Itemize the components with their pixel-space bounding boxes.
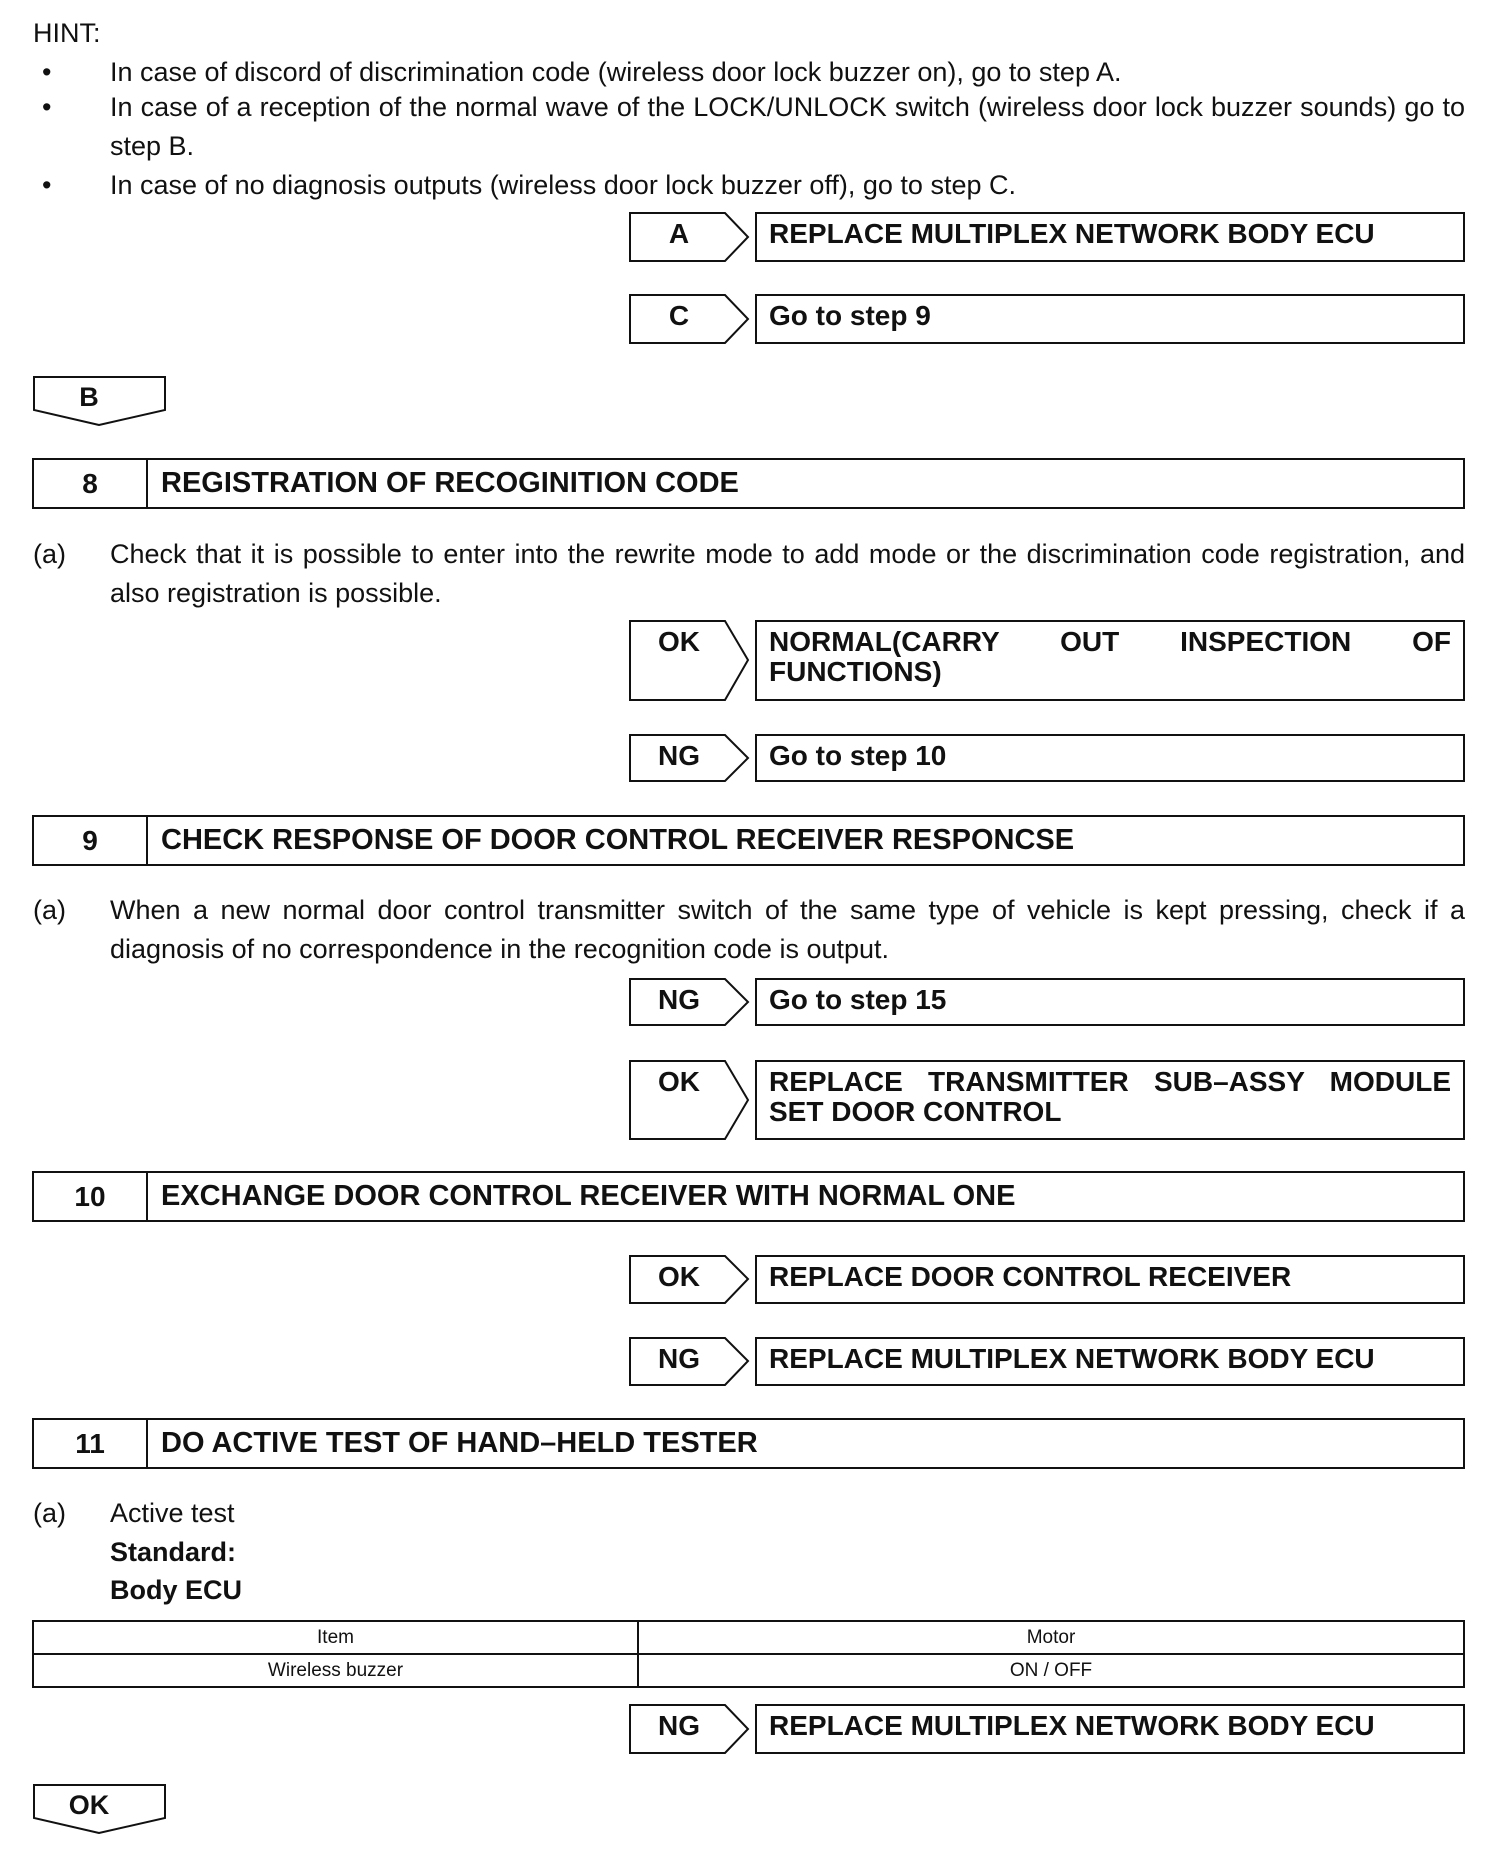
table-header-row	[33, 1621, 1464, 1654]
result-action: REPLACE TRANSMITTER SUB–ASSY MODULE SET DOOR CONTROL	[755, 1060, 1465, 1140]
sub-label: (a)	[33, 895, 66, 925]
table-cell: Wireless buzzer	[33, 1654, 638, 1687]
step-11-header	[32, 1418, 1465, 1469]
bullet: •	[42, 170, 52, 200]
result-c	[629, 294, 1465, 344]
table-cell: ON / OFF	[638, 1654, 1464, 1687]
result-action: Go to step 9	[755, 294, 1465, 344]
active-test-table	[32, 1620, 1465, 1688]
result-tab: NG	[658, 984, 700, 1015]
continue-ok-marker	[33, 1784, 167, 1834]
result-tab: OK	[658, 626, 700, 657]
result-ok	[629, 1060, 1465, 1140]
continue-label: OK	[68, 1790, 110, 1820]
result-action: NORMAL(CARRY OUT INSPECTION OF FUNCTIONS)	[755, 620, 1465, 701]
result-ng	[629, 1337, 1465, 1386]
table-row	[33, 1654, 1464, 1687]
hint-title: HINT:	[33, 18, 101, 48]
result-tab: OK	[658, 1261, 700, 1292]
hint-bullet-a: In case of discord of discrimination code (wireless door lock buzzer on), go to step A.	[110, 57, 1122, 87]
result-tab: OK	[658, 1066, 700, 1097]
result-ok	[629, 620, 1465, 701]
result-ok	[629, 1255, 1465, 1304]
step-title: REGISTRATION OF RECOGINITION CODE	[161, 467, 739, 499]
step-10-header	[32, 1171, 1465, 1222]
result-tab: A	[668, 218, 690, 249]
result-action: REPLACE MULTIPLEX NETWORK BODY ECU	[755, 1337, 1465, 1386]
table-header: Item	[33, 1621, 638, 1654]
result-action: REPLACE DOOR CONTROL RECEIVER	[755, 1255, 1465, 1304]
step-instruction: Check that it is possible to enter into the rewrite mode to add mode or the discrimination code registration, and also registration is possible.	[110, 539, 1465, 608]
step-instruction: When a new normal door control transmitter switch of the same type of vehicle is kept pressing, check if a diagnosis of no correspondence in the recognition code is output.	[110, 895, 1465, 964]
table-subtitle: Body ECU	[110, 1575, 243, 1605]
hint-bullet-c: In case of no diagnosis outputs (wireless door lock buzzer off), go to step C.	[110, 170, 1016, 200]
result-action: Go to step 10	[755, 734, 1465, 782]
result-ng	[629, 978, 1465, 1026]
result-ng	[629, 734, 1465, 782]
standard-label: Standard:	[110, 1537, 237, 1567]
result-a	[629, 212, 1465, 262]
table-header: Motor	[638, 1621, 1464, 1654]
bullet: •	[42, 92, 52, 122]
step-instruction: Active test	[110, 1498, 235, 1528]
result-tab: C	[668, 300, 690, 331]
sub-label: (a)	[33, 539, 66, 569]
result-action: Go to step 15	[755, 978, 1465, 1026]
step-number: 10	[34, 1173, 148, 1220]
step-number: 8	[34, 460, 148, 507]
bullet: •	[42, 57, 52, 87]
result-tab: NG	[658, 1710, 700, 1741]
result-tab: NG	[658, 1343, 700, 1374]
hint-bullet-b: In case of a reception of the normal wave of the LOCK/UNLOCK switch (wireless door lock buzzer sounds) go to step B.	[110, 92, 1465, 161]
step-number: 11	[34, 1420, 148, 1467]
result-ng	[629, 1704, 1465, 1754]
step-8-header	[32, 458, 1465, 509]
result-tab: NG	[658, 740, 700, 771]
result-action: REPLACE MULTIPLEX NETWORK BODY ECU	[755, 212, 1465, 262]
step-title: DO ACTIVE TEST OF HAND–HELD TESTER	[161, 1427, 758, 1459]
step-title: CHECK RESPONSE OF DOOR CONTROL RECEIVER RESPONCSE	[161, 824, 1075, 856]
continue-label: B	[79, 382, 99, 412]
step-number: 9	[34, 817, 148, 864]
step-9-header	[32, 815, 1465, 866]
sub-label: (a)	[33, 1498, 66, 1528]
result-action: REPLACE MULTIPLEX NETWORK BODY ECU	[755, 1704, 1465, 1754]
continue-b-marker	[33, 376, 167, 426]
step-title: EXCHANGE DOOR CONTROL RECEIVER WITH NORMAL ONE	[161, 1180, 1016, 1212]
